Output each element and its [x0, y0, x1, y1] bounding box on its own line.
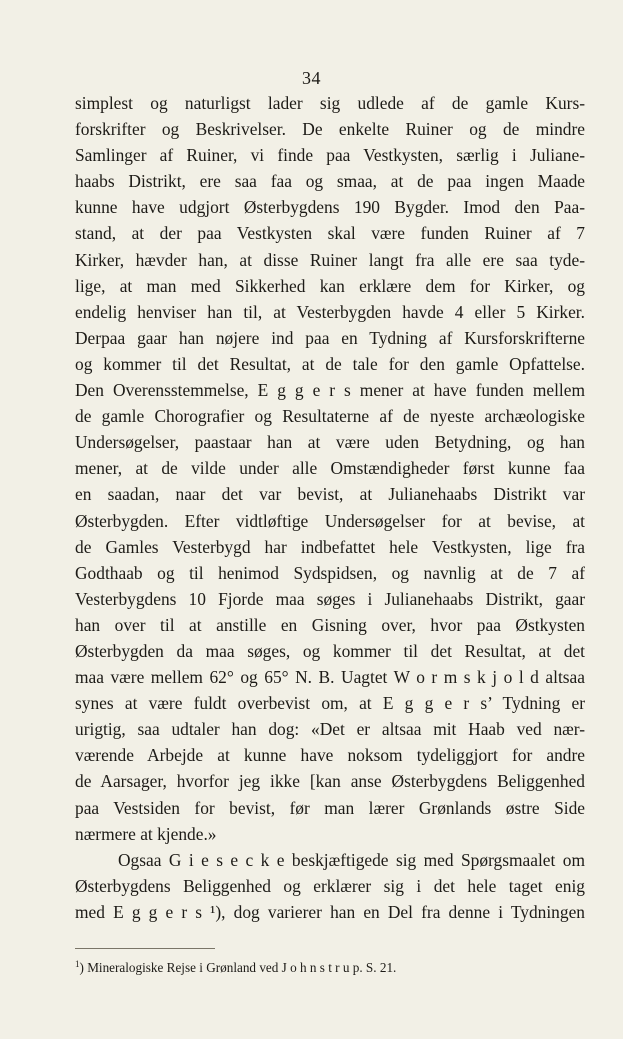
text-line: de Aarsager, hvorfor jeg ikke [kan anse Østerbygdens Beliggenhed — [75, 771, 585, 792]
text-line: med E g g e r s ¹), dog varierer han en Del fra denne i Tydningen — [75, 901, 585, 922]
text-line: lige, at man med Sikkerhed kan erklære dem for Kirker, og — [75, 275, 585, 296]
text-line: haabs Distrikt, ere saa faa og smaa, at de paa ingen Maade — [75, 171, 585, 192]
footnote-divider — [75, 948, 215, 949]
text-line: synes at være fuldt overbevist om, at E g g e r s’ Tydning er — [75, 693, 585, 714]
text-line: kunne have udgjort Østerbygdens 190 Bygder. Imod den Paa- — [75, 197, 585, 218]
text-line: Kirker, hævder han, at disse Ruiner langt fra alle ere saa tyde- — [75, 249, 585, 270]
text-line: og kommer til det Resultat, at de tale for den gamle Opfattelse. — [75, 353, 585, 374]
body-text — [75, 90, 585, 925]
text-line: værende Arbejde at kunne have noksom tydeliggjort for andre — [75, 745, 585, 766]
text-line: Undersøgelser, paastaar han at være uden Betydning, og han — [75, 432, 585, 453]
paragraph-start-line: Ogsaa G i e s e c k e beskjæftigede sig med Spørgsmaalet om — [118, 849, 585, 870]
footnote — [75, 955, 585, 977]
text-line: simplest og naturligst lader sig udlede af de gamle Kurs- — [75, 93, 585, 113]
text-line: han over til at anstille en Gisning over, hvor paa Østkysten — [75, 614, 585, 635]
text-line: paa Vestsiden for bevist, før man lærer Grønlands østre Side — [75, 797, 585, 818]
text-line: en saadan, naar det var bevist, at Julianehaabs Distrikt var — [75, 484, 585, 505]
footnote-text: ) Mineralogiske Rejse i Grønland ved J o h n s t r u p. S. 21. — [79, 960, 397, 975]
text-line: mener, at de vilde under alle Omstændigheder først kunne faa — [75, 458, 585, 479]
text-line: Samlinger af Ruiner, vi finde paa Vestkysten, særlig i Juliane- — [75, 145, 585, 166]
text-line: stand, at der paa Vestkysten skal være funden Ruiner af 7 — [75, 223, 585, 244]
text-line: Derpaa gaar han nøjere ind paa en Tydning af Kursforskrifterne — [75, 327, 585, 348]
text-line: forskrifter og Beskrivelser. De enkelte Ruiner og de mindre — [75, 119, 585, 140]
text-line: Østerbygdens Beliggenhed og erklærer sig i det hele taget enig — [75, 875, 585, 896]
paragraph-end-line: nærmere at kjende.» — [75, 823, 217, 844]
text-line: urigtig, saa udtaler han dog: «Det er altsaa mit Haab ved nær- — [75, 719, 585, 740]
text-line: endelig henviser han til, at Vesterbygden havde 4 eller 5 Kirker. — [75, 301, 585, 322]
text-line: Godthaab og til henimod Sydspidsen, og navnlig at de 7 af — [75, 562, 585, 583]
footnote-marker: 1 — [75, 959, 80, 969]
text-line: de gamle Chorografier og Resultaterne af de nyeste archæologiske — [75, 406, 585, 427]
page-number: 34 — [302, 68, 321, 88]
text-line: maa være mellem 62° og 65° N. B. Uagtet W o r m s k j o l d altsaa — [75, 667, 585, 688]
text-line: Østerbygden da maa søges, og kommer til det Resultat, at det — [75, 640, 585, 661]
text-line: Østerbygden. Efter vidtløftige Undersøgelser for at bevise, at — [75, 510, 585, 531]
text-line: de Gamles Vesterbygd har indbefattet hele Vestkysten, lige fra — [75, 536, 585, 557]
text-line: Vesterbygdens 10 Fjorde maa søges i Julianehaabs Distrikt, gaar — [75, 588, 585, 609]
text-line: Den Overensstemmelse, E g g e r s mener at have funden mellem — [75, 380, 585, 401]
